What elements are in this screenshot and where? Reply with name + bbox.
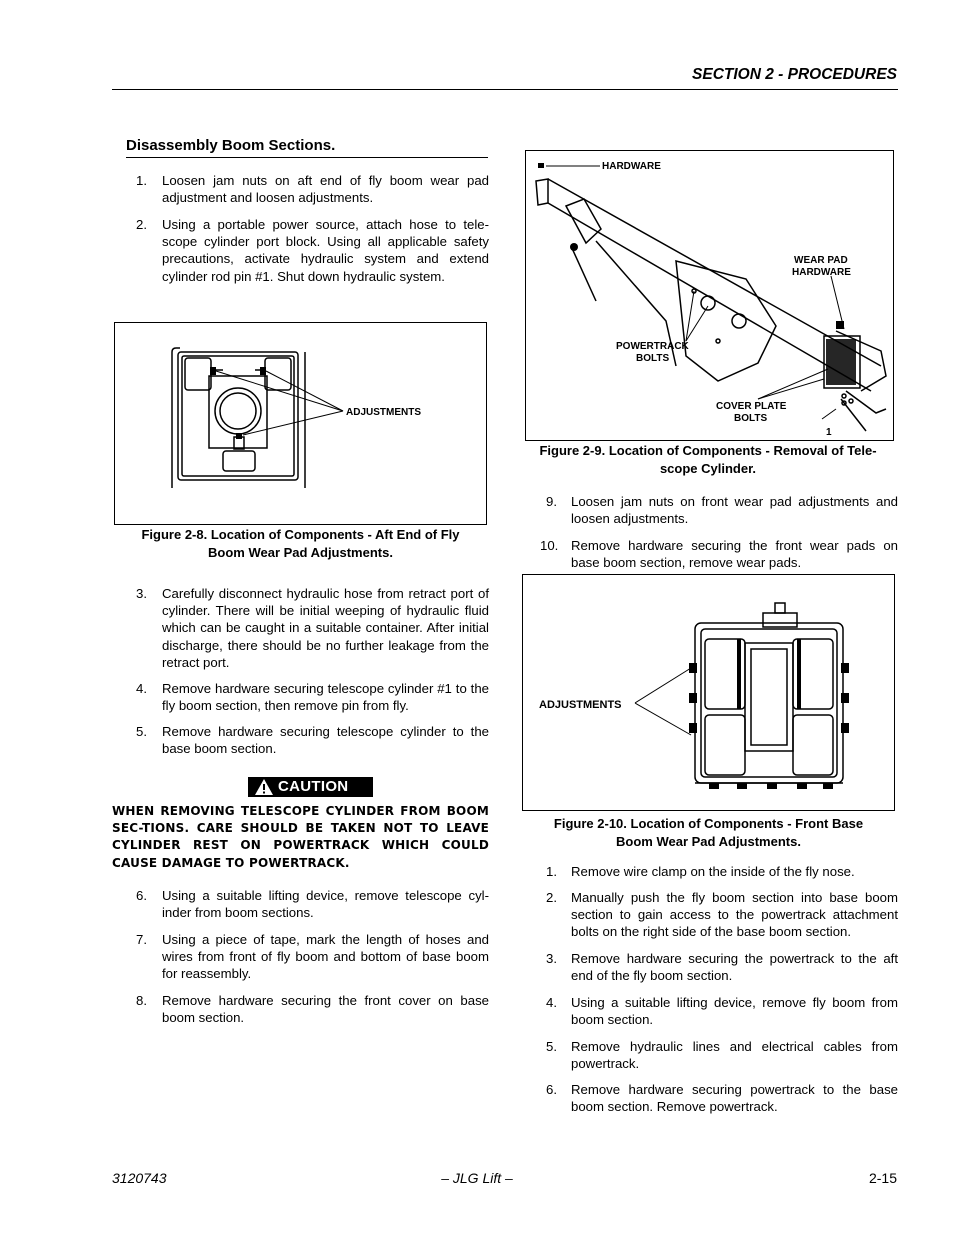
- powertrack-label-line2: BOLTS: [636, 353, 670, 364]
- cover-plate-label-line1: COVER PLATE: [716, 401, 787, 412]
- list-item: 3. Remove hardware securing the powertrack to the aft end of the fly boom section.: [546, 951, 898, 984]
- list-item: 4. Remove hardware securing telescope cylinder #1 to the fly boom section, then remove pin from fly.: [136, 681, 489, 714]
- aft-end-wear-pad-drawing: [115, 323, 488, 526]
- telescope-cylinder-drawing: [526, 151, 895, 442]
- list-item: 5. Remove hydraulic lines and electrical cables from powertrack.: [546, 1039, 898, 1072]
- cover-plate-label-line2: BOLTS: [734, 413, 768, 424]
- wear-pad-label-line1: WEAR PAD: [794, 255, 848, 266]
- callout-one: 1: [826, 427, 832, 438]
- section-title: SECTION 2 - PROCEDURES: [692, 66, 897, 83]
- footer-page-number: 2-15: [868, 1170, 897, 1186]
- list-item: 5. Remove hardware securing telescope cylinder to the base boom section.: [136, 724, 489, 757]
- adjustments-label: ADJUSTMENTS: [346, 407, 422, 418]
- front-wear-pad-drawing: [523, 575, 896, 812]
- hardware-label: HARDWARE: [602, 161, 661, 172]
- figure-2-9-caption: Figure 2-9. Location of Components - Removal of Tele- scope Cylinder.: [539, 443, 877, 476]
- list-item: 6. Using a suitable lifting device, remove telescope cyl-inder from boom sections.: [136, 888, 489, 921]
- list-item: 10. Remove hardware securing the front wear pads on base boom section, remove wear pads.: [540, 538, 898, 571]
- figure-2-8: [114, 322, 487, 525]
- figure-2-10: [522, 574, 895, 811]
- list-item: 9. Loosen jam nuts on front wear pad adjustments and loosen adjustments.: [546, 494, 898, 527]
- list-item: 3. Carefully disconnect hydraulic hose from retract port of cylinder. There will be initial weeping of hydraulic fluid which can be caught in a suitable container. After initial discharge, there should be no further leakage from the retract port.: [136, 586, 489, 670]
- figure-2-10-caption: Figure 2-10. Location of Components - Front Base Boom Wear Pad Adjustments.: [553, 816, 864, 849]
- list-item: 4. Using a suitable lifting device, remove fly boom from boom section.: [546, 995, 898, 1028]
- adjustments-label: ADJUSTMENTS: [539, 699, 622, 711]
- footer-company: – JLG Lift –: [441, 1170, 513, 1186]
- caution-badge: CAUTION: [248, 777, 373, 797]
- footer-doc-number: 3120743: [112, 1170, 167, 1186]
- list-item: 1. Remove wire clamp on the inside of the fly nose.: [546, 864, 855, 879]
- header-rule: [112, 89, 898, 90]
- page-heading: Disassembly Boom Sections.: [126, 137, 336, 154]
- figure-2-8-caption: Figure 2-8. Location of Components - Aft End of Fly Boom Wear Pad Adjustments.: [141, 527, 460, 560]
- list-item: 8. Remove hardware securing the front cover on base boom section.: [136, 993, 489, 1026]
- powertrack-label-line1: POWERTRACK: [616, 341, 689, 352]
- list-item: 6. Remove hardware securing powertrack to the base boom section. Remove powertrack.: [546, 1082, 898, 1115]
- list-item: 2. Manually push the fly boom section into base boom section to gain access to the powertrack attachment bolts on the right side of the base boom section.: [546, 890, 898, 940]
- list-item: 7. Using a piece of tape, mark the length of hoses and wires from front of fly boom and bottom of base boom for reassembly.: [136, 932, 489, 982]
- warning-icon: [254, 778, 274, 796]
- wear-pad-label-line2: HARDWARE: [792, 267, 851, 278]
- heading-rule: [126, 157, 488, 158]
- list-item: 2. Using a portable power source, attach hose to tele-scope cylinder port block. Using all applicable safety precautions, activate hydraulic system and extend cylinder rod pin #1. Shut down hydraulic system.: [136, 217, 489, 284]
- list-item: 1. Loosen jam nuts on aft end of fly boom wear pad adjustment and loosen adjustments.: [136, 173, 489, 206]
- figure-2-9: [525, 150, 894, 441]
- caution-text: WHEN REMOVING TELESCOPE CYLINDER FROM BOOM SEC-TIONS. CARE SHOULD BE TAKEN NOT TO LEAVE CYLINDER REST ON POWERTRACK WHICH COULD CAUSE DAMAGE TO POWERTRACK.: [112, 804, 489, 870]
